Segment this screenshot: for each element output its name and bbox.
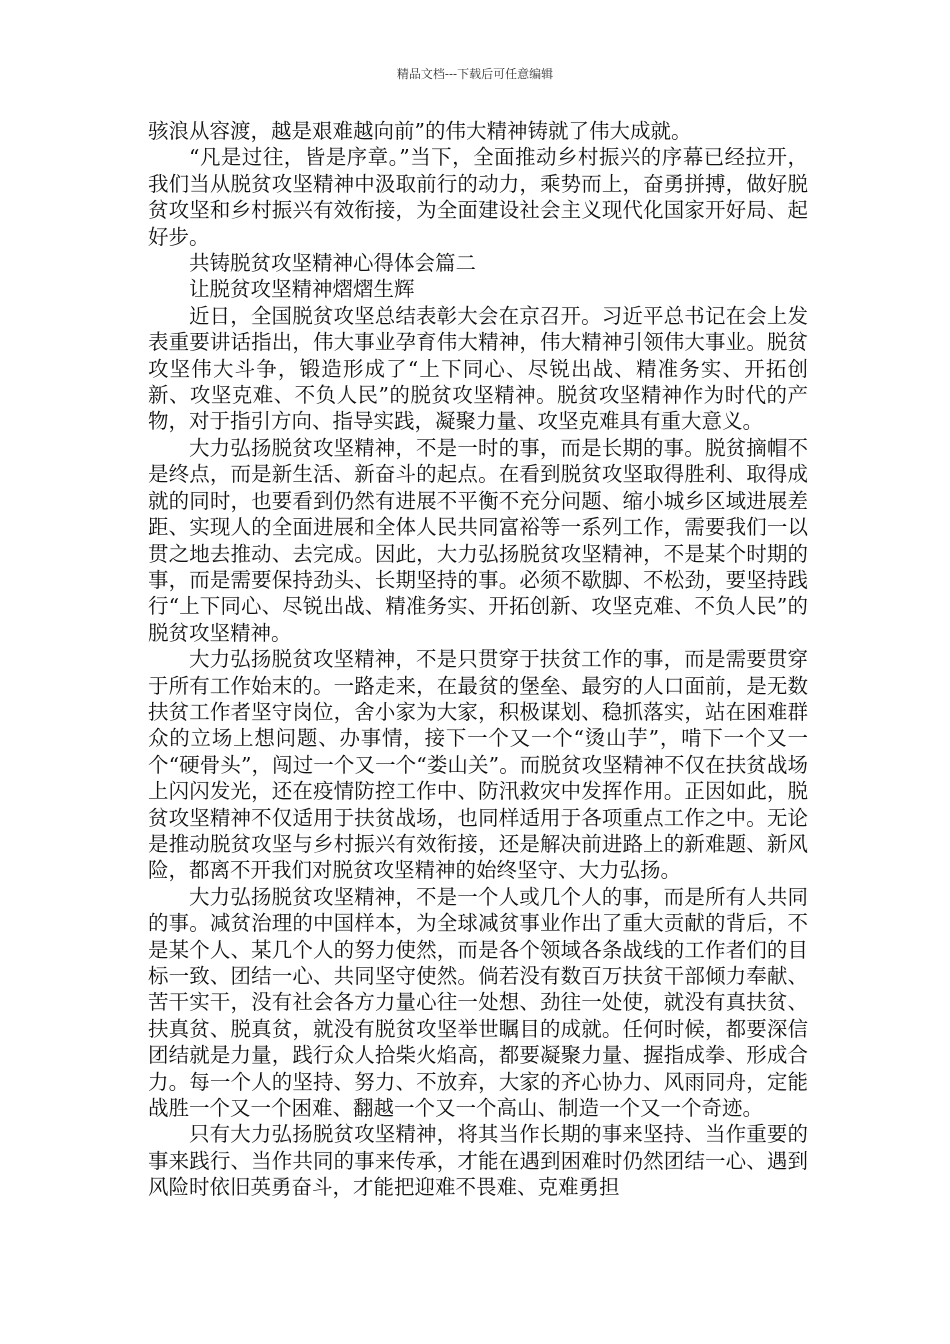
paragraph: 大力弘扬脱贫攻坚精神，不是一时的事，而是长期的事。脱贫摘帽不是终点，而是新生活、新奋斗的起点。在看到脱贫攻坚取得胜利、取得成就的同时，也要看到仍然有进展不平衡不充分问题、缩小城乡区域进展差距、实现人的全面进展和全体人民共同富裕等一系列工作，需要我们一以贯之地去推动、去完成。因此，大力弘扬脱贫攻坚精神，不是某个时期的事，而是需要保持劲头、长期坚持的事。必须不歇脚、不松劲，要坚持践行“上下同心、尽锐出战、精准务实、开拓创新、攻坚克难、不负人民”的脱贫攻坚精神。 [148, 435, 808, 645]
paragraph: 大力弘扬脱贫攻坚精神，不是一个人或几个人的事，而是所有人共同的事。减贫治理的中国样本，为全球减贫事业作出了重大贡献的背后，不是某个人、某几个人的努力使然，而是各个领域各条战线的工作者们的目标一致、团结一心、共同坚守使然。倘若没有数百万扶贫干部倾力奉献、苦干实干，没有社会各方力量心往一处想、劲往一处使，就没有真扶贫、扶真贫、脱真贫，就没有脱贫攻坚举世瞩目的成就。任何时候，都要深信团结就是力量，践行众人拾柴火焰高，都要凝聚力量、握指成拳、形成合力。每一个人的坚持、努力、不放弃，大家的齐心协力、风雨同舟，定能战胜一个又一个困难、翻越一个又一个高山、制造一个又一个奇迹。 [148, 884, 808, 1121]
paragraph-continuation: 骇浪从容渡，越是艰难越向前”的伟大精神铸就了伟大成就。 [148, 119, 692, 143]
paragraph: 近日，全国脱贫攻坚总结表彰大会在京召开。习近平总书记在会上发表重要讲话指出，伟大事业孕育伟大精神，伟大精神引领伟大事业。脱贫攻坚伟大斗争，锻造形成了“上下同心、尽锐出战、精准务实、开拓创新、攻坚克难、不负人民”的脱贫攻坚精神。脱贫攻坚精神作为时代的产物，对于指引方向、指导实践，凝聚力量、攻坚克难具有重大意义。 [148, 303, 808, 434]
paragraph: 只有大力弘扬脱贫攻坚精神，将其当作长期的事来坚持、当作重要的事来践行、当作共同的事来传承，才能在遇到困难时仍然团结一心、遇到风险时依旧英勇奋斗，才能把迎难不畏难、克难勇担 [148, 1122, 808, 1200]
paragraph: 大力弘扬脱贫攻坚精神，不是只贯穿于扶贫工作的事，而是需要贯穿于所有工作始末的。一路走来，在最贫的堡垒、最穷的人口面前，是无数扶贫工作者坚守岗位，舍小家为大家，积极谋划、稳抓落实，站在困难群众的立场上想问题、办事情，接下一个又一个“烫山芋”，啃下一个又一个“硬骨头”，闯过一个又一个“娄山关”。而脱贫攻坚精神不仅在扶贫战场上闪闪发光，还在疫情防控工作中、防汛救灾中发挥作用。正因如此，脱贫攻坚精神不仅适用于扶贫战场，也同样适用于各项重点工作之中。无论是推动脱贫攻坚与乡村振兴有效衔接，还是解决前进路上的新难题、新风险，都离不开我们对脱贫攻坚精神的始终坚守、大力弘扬。 [148, 647, 808, 883]
section-title: 共铸脱贫攻坚精神心得体会篇二 [189, 251, 476, 276]
page-header: 精品文档---下载后可任意编辑 [396, 67, 554, 81]
paragraph: “凡是过往，皆是序章。”当下，全面推动乡村振兴的序幕已经拉开，我们当从脱贫攻坚精神中汲取前行的动力，乘势而上，奋勇拼搏，做好脱贫攻坚和乡村振兴有效衔接，为全面建设社会主义现代化国家开好局、起好步。 [148, 145, 808, 249]
document-body [148, 118, 808, 1201]
article-title: 让脱贫攻坚精神熠熠生辉 [189, 277, 415, 302]
